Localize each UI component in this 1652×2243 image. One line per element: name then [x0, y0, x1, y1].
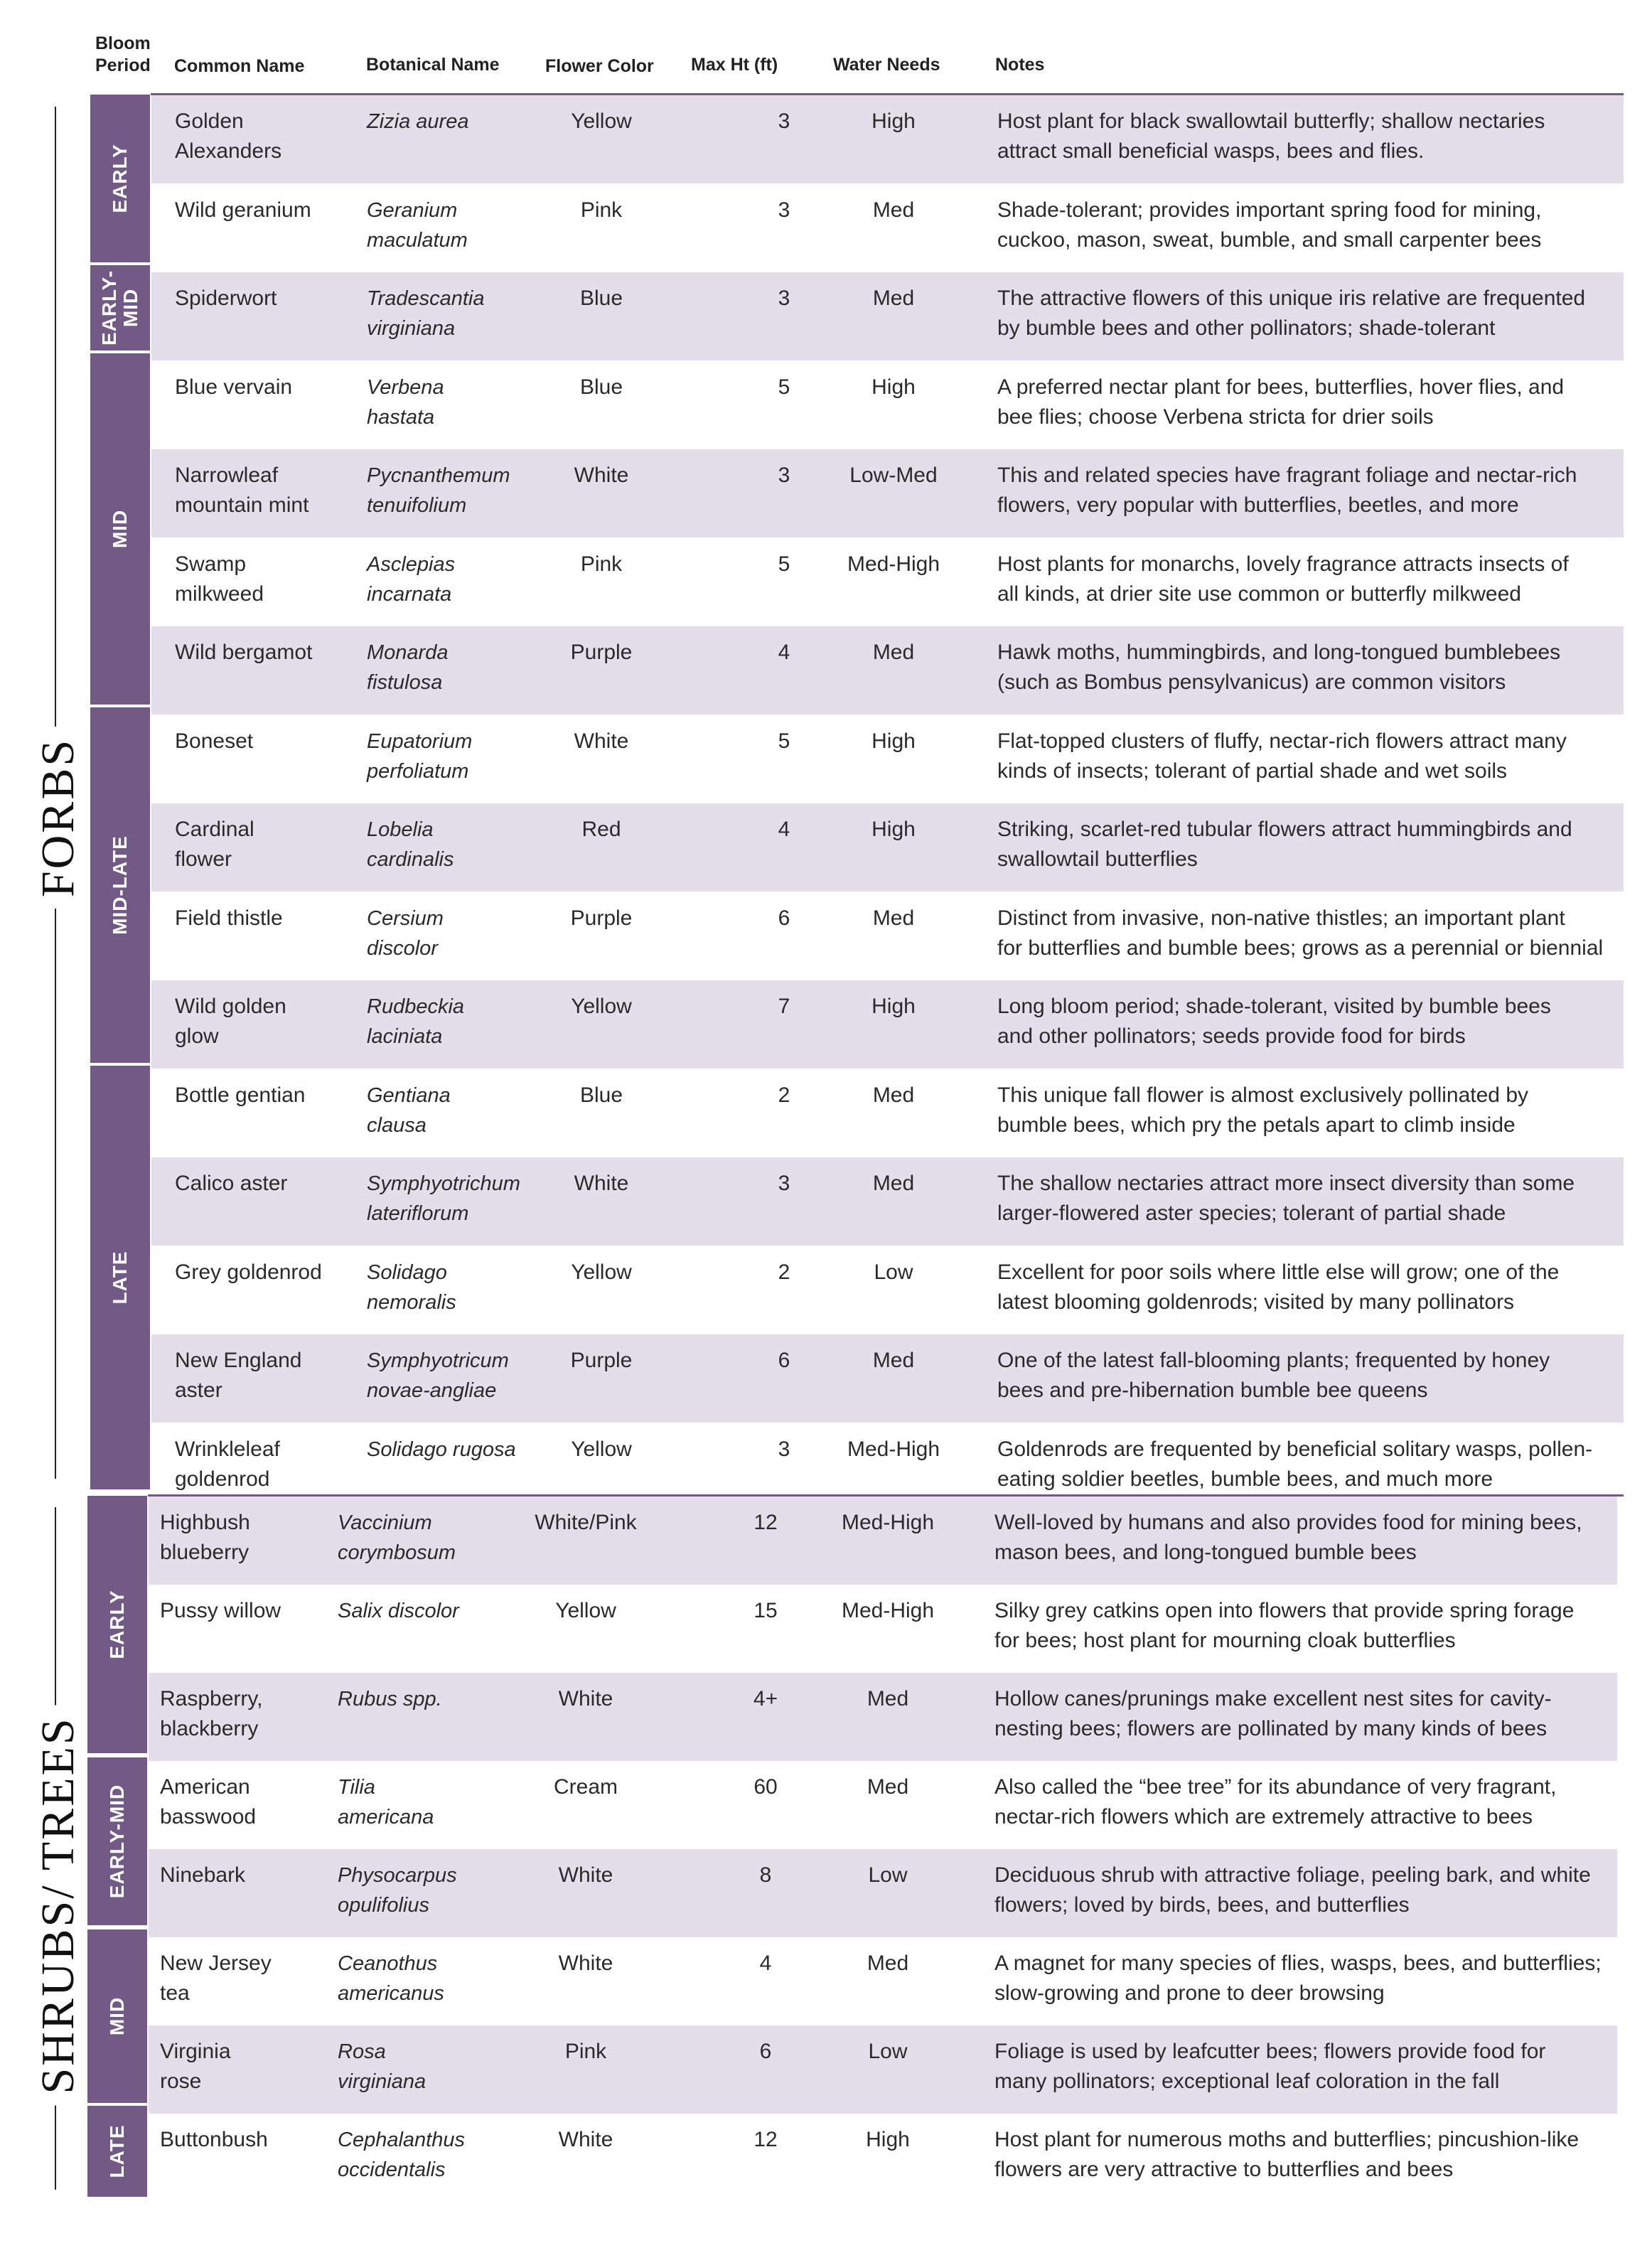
- max-height-cell: 5: [778, 552, 790, 576]
- botanical-name-cell: Vaccinium corymbosum: [338, 1511, 456, 1564]
- max-height-cell: 4: [778, 641, 790, 664]
- notes-cell: This unique fall flower is almost exclusively pollinated by bumble bees, which pry the petals apart to climb inside: [997, 1083, 1529, 1137]
- period-shrubs-early: EARLY: [87, 1496, 147, 1753]
- header-notes: Notes: [995, 55, 1045, 75]
- common-name-cell: Narrowleaf mountain mint: [175, 464, 309, 517]
- water-needs-cell: Low-Med: [849, 464, 938, 487]
- common-name-cell: Pussy willow: [160, 1599, 281, 1622]
- notes-cell: Foliage is used by leafcutter bees; flowers provide food for many pollinators; exceptional leaf coloration in the fall: [994, 2040, 1546, 2093]
- table-row: [151, 1334, 1624, 1423]
- notes-cell: Goldenrods are frequented by beneficial solitary wasps, pollen- eating soldier beetles, bumble bees, and much more: [997, 1437, 1593, 1491]
- max-height-cell: 3: [778, 1437, 790, 1461]
- flower-color-cell: Cream: [553, 1775, 618, 1799]
- botanical-name-cell: Pycnanthemum tenuifolium: [367, 464, 510, 517]
- common-name-cell: Wild bergamot: [175, 641, 313, 664]
- water-needs-cell: Med-High: [841, 1511, 935, 1534]
- water-needs-cell: Low: [874, 1260, 913, 1284]
- table-row: [149, 1673, 1617, 1761]
- water-needs-cell: Low: [868, 2040, 908, 2063]
- max-height-cell: 2: [778, 1260, 790, 1284]
- common-name-cell: Golden Alexanders: [175, 109, 282, 163]
- table-row: [151, 95, 1624, 183]
- water-needs-cell: Med: [872, 641, 915, 664]
- table-row: [151, 272, 1624, 360]
- header-flower-color: Flower Color: [545, 56, 654, 76]
- flower-color-cell: Purple: [570, 641, 633, 664]
- water-needs-cell: Med: [872, 198, 915, 222]
- max-height-cell: 6: [759, 2040, 772, 2063]
- common-name-cell: Wild golden glow: [175, 995, 286, 1048]
- flower-color-cell: Pink: [580, 552, 623, 576]
- water-needs-cell: High: [871, 818, 916, 841]
- common-name-cell: New Jersey tea: [160, 1952, 272, 2005]
- max-height-cell: 4+: [753, 1687, 778, 1711]
- section-forbs-label: FORBS: [31, 727, 85, 909]
- botanical-name-cell: Geranium maculatum: [367, 198, 468, 252]
- botanical-name-cell: Zizia aurea: [367, 110, 469, 133]
- max-height-cell: 3: [778, 198, 790, 222]
- notes-cell: Well-loved by humans and also provides food for mining bees, mason bees, and long-tongued bumble bees: [994, 1511, 1582, 1564]
- table-row: [149, 1585, 1617, 1673]
- water-needs-cell: High: [871, 109, 916, 133]
- max-height-cell: 5: [778, 375, 790, 399]
- flower-color-cell: Purple: [570, 906, 633, 930]
- botanical-name-cell: Tradescantia virginiana: [367, 287, 485, 340]
- header-water-needs: Water Needs: [833, 55, 940, 75]
- notes-cell: One of the latest fall-blooming plants; frequented by honey bees and pre-hibernation bumble bee queens: [997, 1349, 1550, 1402]
- header-common-name: Common Name: [174, 56, 305, 76]
- period-shrubs-late: LATE: [87, 2106, 147, 2197]
- common-name-cell: Wrinkleleaf goldenrod: [175, 1437, 280, 1491]
- water-needs-cell: Med-High: [847, 552, 940, 576]
- botanical-name-cell: Cersium discolor: [367, 906, 444, 960]
- water-needs-cell: High: [871, 729, 916, 753]
- water-needs-cell: Med-High: [847, 1437, 940, 1461]
- notes-cell: The shallow nectaries attract more insect diversity than some larger-flowered aster species; tolerant of partial shade: [997, 1172, 1575, 1225]
- table-row: [151, 1069, 1624, 1157]
- water-needs-cell: Med: [867, 1775, 909, 1799]
- common-name-cell: Blue vervain: [175, 375, 293, 399]
- table-row: [149, 1937, 1617, 2025]
- period-forbs-late: LATE: [90, 1066, 150, 1489]
- section-shrubs-label: SHRUBS/ TREES: [31, 1705, 85, 2105]
- common-name-cell: Bottle gentian: [175, 1083, 306, 1107]
- botanical-name-cell: Ceanothus americanus: [338, 1952, 444, 2005]
- botanical-name-cell: Physocarpus opulifolius: [338, 1864, 457, 1917]
- notes-cell: Deciduous shrub with attractive foliage, peeling bark, and white flowers; loved by birds, bees, and butterflies: [994, 1863, 1591, 1917]
- max-height-cell: 12: [753, 1511, 778, 1534]
- max-height-cell: 60: [753, 1775, 778, 1799]
- period-forbs-mid-late: MID-LATE: [90, 707, 150, 1063]
- water-needs-cell: High: [871, 375, 916, 399]
- header-bloom-period: Bloom Period: [95, 33, 151, 75]
- common-name-cell: Boneset: [175, 729, 254, 753]
- common-name-cell: Calico aster: [175, 1172, 288, 1195]
- common-name-cell: Field thistle: [175, 906, 283, 930]
- max-height-cell: 3: [778, 287, 790, 310]
- period-shrubs-early-mid: EARLY-MID: [87, 1757, 147, 1925]
- notes-cell: Silky grey catkins open into flowers that provide spring forage for bees; host plant for mourning cloak butterflies: [994, 1599, 1575, 1652]
- water-needs-cell: Low: [868, 1863, 908, 1887]
- notes-cell: Flat-topped clusters of fluffy, nectar-rich flowers attract many kinds of insects; tolerant of partial shade and wet soils: [997, 729, 1567, 783]
- common-name-cell: Raspberry, blackberry: [160, 1687, 263, 1740]
- flower-color-cell: Yellow: [571, 109, 632, 133]
- notes-cell: This and related species have fragrant foliage and nectar-rich flowers, very popular with butterflies, beetles, and more: [997, 464, 1577, 517]
- table-row: [149, 2025, 1617, 2114]
- table-row: [151, 449, 1624, 537]
- notes-cell: Long bloom period; shade-tolerant, visited by bumble bees and other pollinators; seeds provide food for birds: [997, 995, 1551, 1048]
- botanical-name-cell: Asclepias incarnata: [367, 552, 456, 606]
- flower-color-cell: Yellow: [571, 995, 632, 1018]
- max-height-cell: 6: [778, 906, 790, 930]
- notes-cell: Host plants for monarchs, lovely fragrance attracts insects of all kinds, at drier site use common or butterfly milkweed: [997, 552, 1569, 606]
- water-needs-cell: Med: [872, 1172, 915, 1195]
- flower-color-cell: Pink: [564, 2040, 607, 2063]
- table-row: [151, 980, 1624, 1069]
- water-needs-cell: Med: [872, 1349, 915, 1372]
- max-height-cell: 4: [759, 1952, 772, 1975]
- notes-cell: Shade-tolerant; provides important spring food for mining, cuckoo, mason, sweat, bumble, and small carpenter bees: [997, 198, 1542, 252]
- max-height-cell: 8: [759, 1863, 772, 1887]
- notes-cell: A preferred nectar plant for bees, butterflies, hover flies, and bee flies; choose Verbena stricta for drier soils: [997, 375, 1565, 429]
- flower-color-cell: Blue: [579, 375, 623, 399]
- flower-color-cell: Yellow: [555, 1599, 616, 1622]
- common-name-cell: Virginia rose: [160, 2040, 231, 2093]
- water-needs-cell: Med-High: [841, 1599, 935, 1622]
- table-header: [0, 28, 1652, 85]
- notes-cell: Striking, scarlet-red tubular flowers attract hummingbirds and swallowtail butterflies: [997, 818, 1572, 871]
- period-shrubs-mid: MID: [87, 1929, 147, 2103]
- max-height-cell: 7: [778, 995, 790, 1018]
- common-name-cell: Ninebark: [160, 1863, 246, 1887]
- flower-color-cell: White/Pink: [535, 1511, 637, 1534]
- table-row: [149, 1849, 1617, 1937]
- botanical-name-cell: Eupatorium perfoliatum: [367, 729, 473, 783]
- botanical-name-cell: Cephalanthus occidentalis: [338, 2129, 465, 2181]
- flower-color-cell: Blue: [579, 287, 623, 310]
- botanical-name-cell: Monarda fistulosa: [367, 641, 449, 694]
- max-height-cell: 2: [778, 1083, 790, 1107]
- common-name-cell: Cardinal flower: [175, 818, 254, 871]
- notes-cell: Host plant for black swallowtail butterfly; shallow nectaries attract small beneficial wasps, bees and flies.: [997, 109, 1545, 163]
- botanical-name-cell: Verbena hastata: [367, 375, 444, 429]
- botanical-name-cell: Gentiana clausa: [367, 1083, 451, 1137]
- max-height-cell: 3: [778, 109, 790, 133]
- common-name-cell: Spiderwort: [175, 287, 277, 310]
- table-row: [151, 715, 1624, 803]
- common-name-cell: Grey goldenrod: [175, 1260, 322, 1284]
- flower-color-cell: Blue: [579, 1083, 623, 1107]
- flower-color-cell: White: [558, 1952, 613, 1975]
- table-row: [151, 184, 1624, 272]
- max-height-cell: 5: [778, 729, 790, 753]
- flower-color-cell: White: [558, 1863, 613, 1887]
- period-forbs-mid: MID: [90, 353, 150, 705]
- period-forbs-early: EARLY: [90, 95, 150, 262]
- header-botanical-name: Botanical Name: [366, 55, 500, 75]
- notes-cell: Distinct from invasive, non-native thistles; an important plant for butterflies and bumble bees; grows as a perennial or biennial: [997, 906, 1604, 960]
- max-height-cell: 3: [778, 464, 790, 487]
- water-needs-cell: Med: [867, 1952, 909, 1975]
- table-row: [151, 361, 1624, 449]
- notes-cell: Host plant for numerous moths and butterflies; pincushion-like flowers are very attractive to butterflies and bees: [994, 2128, 1579, 2181]
- flower-color-cell: White: [558, 1687, 613, 1711]
- common-name-cell: Highbush blueberry: [160, 1511, 250, 1564]
- common-name-cell: American basswood: [160, 1775, 257, 1829]
- table-row: [151, 803, 1624, 892]
- common-name-cell: Buttonbush: [160, 2128, 268, 2151]
- flower-color-cell: Red: [581, 818, 621, 841]
- common-name-cell: Swamp milkweed: [175, 552, 264, 606]
- max-height-cell: 12: [753, 2128, 778, 2151]
- water-needs-cell: Med: [872, 1083, 915, 1107]
- period-forbs-early-mid: EARLY- MID: [90, 265, 150, 350]
- water-needs-cell: High: [871, 995, 916, 1018]
- water-needs-cell: Med: [867, 1687, 909, 1711]
- notes-cell: Also called the “bee tree” for its abundance of very fragrant, nectar-rich flowers which are extremely attractive to bees: [994, 1775, 1557, 1829]
- flower-color-cell: Yellow: [571, 1437, 632, 1461]
- botanical-name-cell: Rudbeckia laciniata: [367, 995, 465, 1048]
- max-height-cell: 4: [778, 818, 790, 841]
- table-row: [149, 1761, 1617, 1849]
- flower-color-cell: Pink: [580, 198, 623, 222]
- common-name-cell: New England aster: [175, 1349, 302, 1402]
- botanical-name-cell: Lobelia cardinalis: [367, 818, 454, 871]
- flower-color-cell: White: [574, 464, 629, 487]
- water-needs-cell: Med: [872, 287, 915, 310]
- notes-cell: The attractive flowers of this unique iris relative are frequented by bumble bees and other pollinators; shade-tolerant: [997, 287, 1586, 340]
- max-height-cell: 6: [778, 1349, 790, 1372]
- flower-color-cell: White: [558, 2128, 613, 2151]
- notes-cell: A magnet for many species of flies, wasps, bees, and butterflies; slow-growing and prone to deer browsing: [994, 1952, 1602, 2005]
- table-row: [151, 538, 1624, 626]
- botanical-name-cell: Rubus spp.: [338, 1688, 442, 1711]
- botanical-name-cell: Symphyotricum novae-angliae: [367, 1349, 509, 1402]
- table-row: [151, 1157, 1624, 1246]
- water-needs-cell: Med: [872, 906, 915, 930]
- flower-color-cell: White: [574, 729, 629, 753]
- table-row: [149, 2114, 1617, 2202]
- botanical-name-cell: Solidago nemoralis: [367, 1260, 456, 1314]
- table-row: [151, 892, 1624, 980]
- botanical-name-cell: Tilia americana: [338, 1776, 434, 1829]
- notes-cell: Excellent for poor soils where little else will grow; one of the latest blooming goldenrods; visited by many pollinators: [997, 1260, 1560, 1314]
- flower-color-cell: Yellow: [571, 1260, 632, 1284]
- max-height-cell: 3: [778, 1172, 790, 1195]
- flower-color-cell: Purple: [570, 1349, 633, 1372]
- table-row: [151, 626, 1624, 714]
- botanical-name-cell: Symphyotrichum lateriflorum: [367, 1172, 520, 1225]
- botanical-name-cell: Solidago rugosa: [367, 1438, 516, 1461]
- botanical-name-cell: Rosa virginiana: [338, 2040, 427, 2093]
- table-row: [149, 1497, 1617, 1585]
- max-height-cell: 15: [753, 1599, 778, 1622]
- flower-color-cell: White: [574, 1172, 629, 1195]
- botanical-name-cell: Salix discolor: [338, 1600, 459, 1622]
- header-max-ht: Max Ht (ft): [691, 55, 778, 75]
- water-needs-cell: High: [866, 2128, 910, 2151]
- common-name-cell: Wild geranium: [175, 198, 311, 222]
- notes-cell: Hawk moths, hummingbirds, and long-tongued bumblebees (such as Bombus pensylvanicus) are common visitors: [997, 641, 1561, 694]
- notes-cell: Hollow canes/prunings make excellent nest sites for cavity- nesting bees; flowers are pollinated by many kinds of bees: [994, 1687, 1552, 1740]
- table-row: [151, 1246, 1624, 1334]
